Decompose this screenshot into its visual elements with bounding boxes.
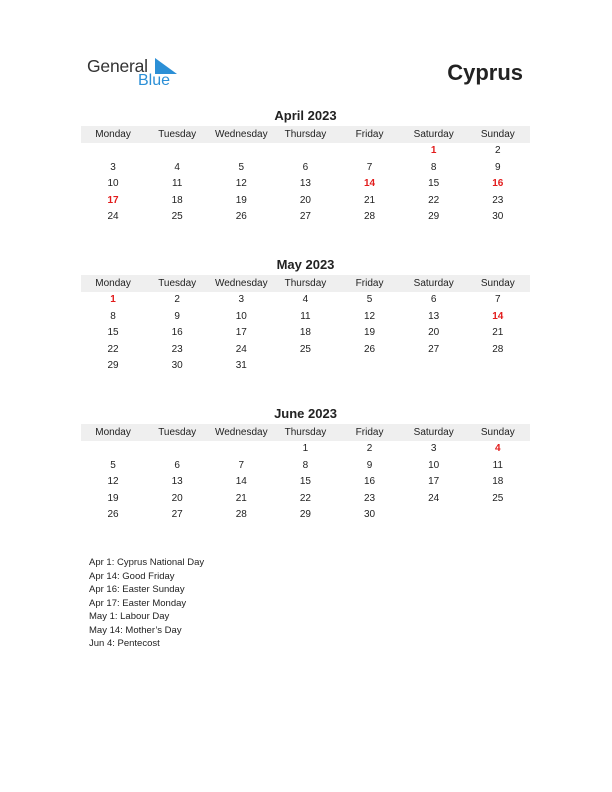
- day-cell: 5: [366, 294, 373, 305]
- day-cell: 18: [171, 194, 183, 206]
- weekday-label: Saturday: [413, 278, 454, 289]
- weekday-label: Sunday: [480, 129, 515, 140]
- day-cell: 16: [171, 327, 183, 338]
- logo-text-general: General: [87, 56, 148, 76]
- day-cell: 5: [110, 459, 116, 471]
- day-cell: [145, 441, 209, 458]
- day-cell: 25: [492, 492, 504, 504]
- day-cell: 5: [238, 161, 245, 173]
- day-cell: [209, 441, 273, 458]
- day-cell: 27: [299, 211, 311, 222]
- day-cell: 1: [430, 145, 437, 156]
- day-cell: 28: [235, 509, 247, 520]
- day-cell: [466, 358, 530, 375]
- day-cell: 18: [299, 327, 311, 338]
- day-cell: 8: [302, 459, 309, 471]
- day-cell: 10: [235, 310, 247, 322]
- month-block: [81, 108, 530, 226]
- day-cell: 6: [174, 459, 180, 471]
- month-title: April 2023: [274, 108, 337, 123]
- day-cell: [81, 143, 145, 160]
- week-row: [81, 474, 530, 491]
- day-cell: [402, 358, 466, 375]
- day-cell: 17: [235, 327, 247, 338]
- weekday-label: Wednesday: [214, 278, 268, 289]
- day-cell: 4: [174, 161, 180, 173]
- month-block: [81, 257, 530, 375]
- day-cell: 9: [366, 459, 373, 471]
- day-cell: 7: [238, 459, 245, 471]
- day-cell: 3: [110, 161, 116, 173]
- day-cell: 18: [492, 476, 504, 487]
- day-cell: 6: [302, 161, 309, 173]
- day-cell: [338, 143, 402, 160]
- day-cell: 25: [299, 343, 311, 355]
- week-row: [81, 309, 530, 326]
- day-cell: 23: [364, 492, 376, 504]
- week-row: [81, 441, 530, 458]
- day-cell: 22: [299, 492, 311, 504]
- week-row: [81, 292, 530, 309]
- holiday-list-item: Jun 4: Pentecost: [89, 638, 160, 649]
- day-cell: 4: [495, 443, 501, 454]
- day-cell: 2: [366, 443, 373, 454]
- day-cell: 16: [364, 476, 376, 487]
- day-cell: 11: [492, 459, 503, 471]
- weekday-label: Saturday: [413, 427, 454, 438]
- day-cell: 13: [171, 476, 183, 487]
- day-cell: 14: [492, 310, 504, 322]
- day-cell: [209, 143, 273, 160]
- day-cell: 31: [235, 360, 247, 371]
- day-cell: 20: [428, 327, 440, 338]
- day-cell: 6: [430, 294, 437, 305]
- day-cell: 27: [171, 509, 183, 520]
- day-cell: 4: [302, 294, 309, 305]
- day-cell: 24: [235, 343, 247, 355]
- day-cell: 20: [171, 492, 183, 504]
- week-row: [81, 193, 530, 210]
- day-cell: 17: [107, 194, 119, 206]
- day-cell: 3: [430, 443, 437, 454]
- day-cell: 17: [428, 476, 440, 487]
- weekday-label: Monday: [95, 427, 131, 438]
- day-cell: [338, 358, 402, 375]
- day-cell: 15: [299, 476, 311, 487]
- week-row: [81, 160, 530, 177]
- day-cell: 10: [107, 178, 119, 189]
- day-cell: 8: [430, 161, 437, 173]
- day-cell: 1: [110, 294, 116, 305]
- day-cell: [466, 507, 530, 524]
- weekday-label: Wednesday: [214, 129, 268, 140]
- week-row: [81, 176, 530, 193]
- holiday-list-item: Apr 14: Good Friday: [89, 570, 175, 582]
- day-cell: 9: [495, 161, 501, 173]
- day-cell: 2: [495, 145, 501, 156]
- day-cell: [273, 358, 337, 375]
- weekday-label: Thursday: [284, 278, 327, 289]
- day-cell: 12: [235, 178, 247, 189]
- weekday-label: Tuesday: [158, 129, 197, 140]
- weekday-label: Saturday: [413, 129, 454, 140]
- week-row: [81, 491, 530, 508]
- day-cell: [402, 507, 466, 524]
- day-cell: 19: [235, 194, 247, 206]
- day-cell: 26: [364, 343, 376, 355]
- weekday-header-row: [81, 424, 530, 441]
- day-cell: 2: [174, 294, 180, 305]
- weekday-label: Friday: [355, 427, 384, 438]
- weekday-label: Thursday: [284, 129, 327, 140]
- day-cell: 8: [110, 310, 116, 322]
- day-cell: 16: [492, 178, 504, 189]
- day-cell: [145, 143, 209, 160]
- day-cell: 23: [171, 343, 183, 355]
- day-cell: 22: [107, 343, 119, 355]
- day-cell: 29: [107, 360, 119, 371]
- holiday-list-item: Apr 1: Cyprus National Day: [89, 557, 205, 568]
- week-row: [81, 358, 530, 375]
- generalblue-logo: [87, 56, 187, 92]
- day-cell: 14: [235, 476, 247, 487]
- day-cell: 7: [366, 161, 373, 173]
- day-cell: 7: [495, 294, 501, 305]
- weekday-header-row: [81, 275, 530, 292]
- day-cell: 30: [492, 211, 504, 222]
- weekday-label: Sunday: [480, 427, 515, 438]
- week-row: [81, 209, 530, 226]
- holiday-list-item: Apr 17: Easter Monday: [89, 597, 187, 609]
- day-cell: 20: [299, 194, 311, 206]
- holiday-list-item: May 1: Labour Day: [89, 611, 170, 622]
- weekday-label: Wednesday: [214, 427, 268, 438]
- week-row: [81, 325, 530, 342]
- day-cell: 13: [428, 310, 440, 322]
- day-cell: 3: [238, 294, 245, 305]
- day-cell: 10: [428, 459, 440, 471]
- weekday-label: Monday: [95, 129, 131, 140]
- logo-text-blue: Blue: [138, 72, 171, 89]
- month-title: June 2023: [274, 406, 337, 421]
- weekday-label: Friday: [355, 278, 384, 289]
- weekday-label: Thursday: [284, 427, 327, 438]
- day-cell: 24: [107, 211, 119, 222]
- day-cell: 22: [428, 194, 440, 206]
- day-cell: 30: [364, 509, 376, 520]
- day-cell: 27: [428, 343, 440, 355]
- day-cell: 15: [107, 327, 119, 338]
- weekday-label: Tuesday: [158, 278, 197, 289]
- week-row: [81, 342, 530, 359]
- day-cell: [81, 441, 145, 458]
- weekday-label: Monday: [95, 278, 131, 289]
- day-cell: 11: [300, 310, 311, 322]
- day-cell: 29: [428, 211, 440, 222]
- month-title: May 2023: [276, 257, 335, 272]
- day-cell: 21: [492, 327, 504, 338]
- week-row: [81, 143, 530, 160]
- week-row: [81, 458, 530, 475]
- day-cell: 25: [171, 211, 183, 222]
- holiday-list: [89, 556, 204, 651]
- day-cell: 14: [364, 178, 376, 189]
- day-cell: 12: [364, 310, 376, 322]
- weekday-label: Sunday: [480, 278, 515, 289]
- day-cell: 24: [428, 492, 440, 504]
- day-cell: 26: [107, 509, 119, 520]
- weekday-label: Tuesday: [158, 427, 197, 438]
- holiday-list-item: May 14: Mother’s Day: [89, 624, 182, 636]
- day-cell: 19: [364, 327, 376, 338]
- day-cell: [273, 143, 337, 160]
- weekday-label: Friday: [355, 129, 384, 140]
- day-cell: 13: [299, 178, 311, 189]
- day-cell: 28: [364, 211, 376, 222]
- holiday-list-item: Apr 16: Easter Sunday: [89, 584, 185, 595]
- day-cell: 29: [299, 509, 311, 520]
- day-cell: 30: [171, 360, 183, 371]
- day-cell: 11: [171, 178, 183, 189]
- day-cell: 26: [235, 211, 247, 222]
- country-title: Cyprus: [447, 60, 523, 85]
- day-cell: 9: [174, 310, 180, 322]
- day-cell: 21: [235, 492, 247, 504]
- day-cell: 1: [302, 443, 309, 454]
- day-cell: 19: [107, 492, 119, 504]
- weekday-header-row: [81, 126, 530, 143]
- week-row: [81, 507, 530, 524]
- day-cell: 15: [428, 178, 440, 189]
- day-cell: 28: [492, 343, 504, 355]
- month-block: [81, 406, 530, 524]
- day-cell: 21: [364, 194, 376, 206]
- day-cell: 23: [492, 194, 504, 206]
- day-cell: 12: [107, 476, 119, 487]
